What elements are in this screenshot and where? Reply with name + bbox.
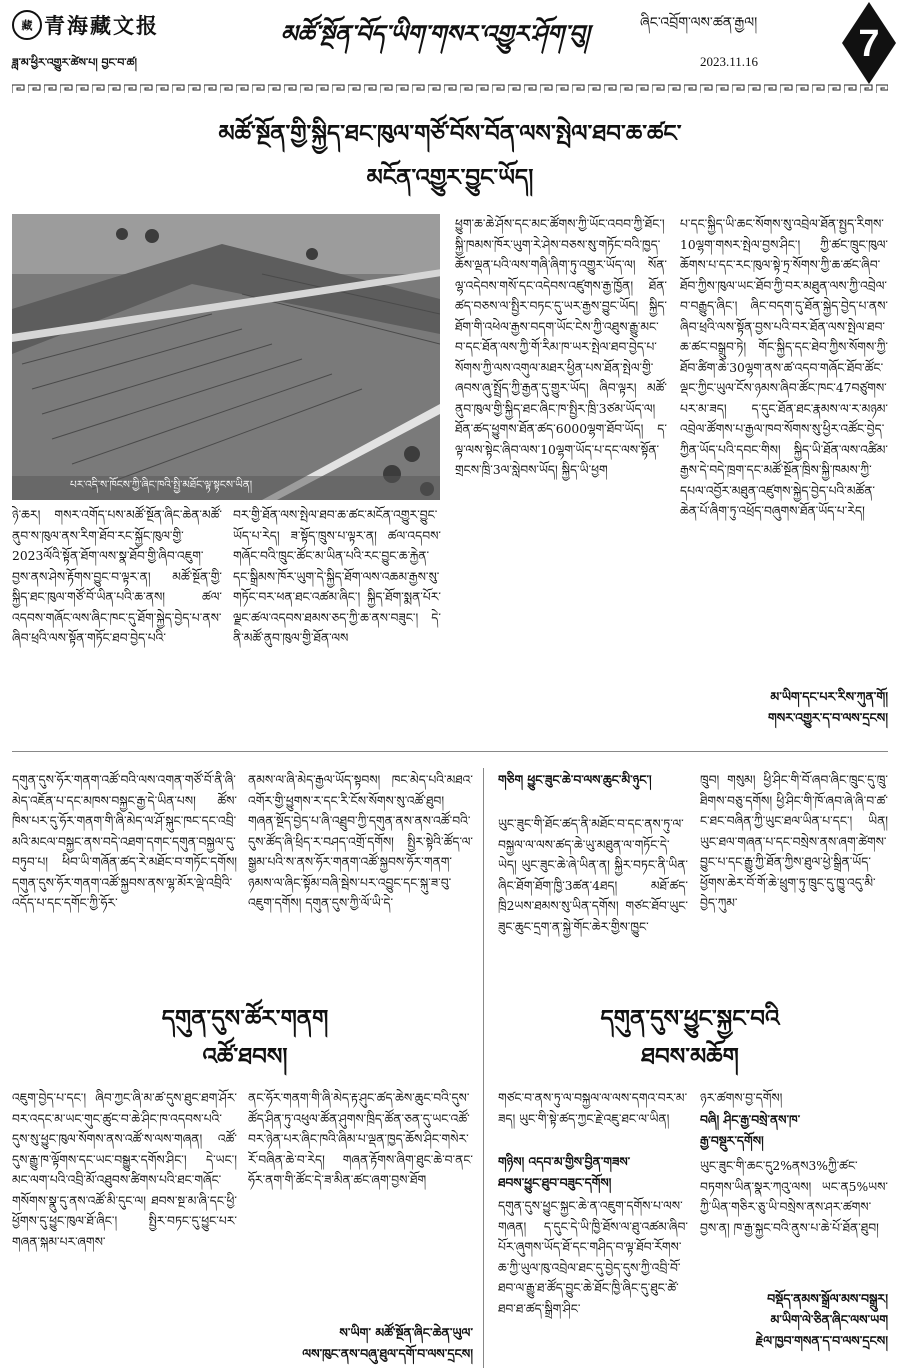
article3-point-4-line-2: རྒྱ་བསྡུར་དགོས།	[700, 1132, 764, 1148]
article3-point-2-heading	[498, 1152, 688, 1194]
article3-point-1-heading: གཅིག ཕྱུང་ཟུང་ཆེ་བ་ལས་ཆུང་མི་ཉུང་།	[498, 772, 652, 787]
article2-headline-line-1: དགུན་དུས་ཚོར་གནག	[161, 1005, 329, 1032]
article3-point-4-heading	[700, 1110, 888, 1152]
photo-caption: པར་འདི་ས་ཁོངས་ཀྱི་ཞིང་ཁའི་སྤྱི་མཐོང་ལྟ་སྟངས་ཡིན།	[70, 479, 253, 491]
article3-point-4-line-1: བཞི། ཤིང་རྒྱ་བསྲེ་ནས་ཁ་	[700, 1112, 801, 1127]
article3-headline-line-2: ཐབས་མཆོག	[641, 1043, 739, 1070]
logo-mark-icon: 藏	[12, 10, 42, 40]
article3-byline-line-2: རྗེལ་ཁྱབ་གསན་ད་བ་ལས་དྲངས།	[755, 1333, 888, 1348]
article3-byline-line-1: མ་ཡིག་ལེ་ཅིན་ཞིང་ལས་ཡག	[770, 1312, 888, 1327]
masthead-title: མཚོ་སྔོན་བོད་ཡིག་གསར་འགྱུར་ཤོག་བུ།	[280, 19, 590, 48]
article3-column-3-para-2: དགུན་དུས་ཕྱུང་སྐྱང་ཆེ་ན་འཇུག་དགོས་པ་ལས་གཞན། ད་དུང་དེ་ཡི་ཁྱི་ཐོས་ལ་ཐུ་འཚམ་ཞིབ་པོར་ཞུགས་ཡོད་ཐོ་དང་གཤིད་བ་ལྟ་ཐོབ་རོགས་ཆ་ཀྱི་ཡུལ་ཁུ་འབྲེལ་ཐང་དུ་བྱེད་དུས་ཀྱི་འབྲི་བོ་ཐབ་ལ་རྒྱུ་ཐ་ཚོད་བྱུང་ཆེ་ཐོང་ཁྱི་ཞིང་དུ་ཐུང་ཚེ་ཐབ་ཐ་ཚད་སྒྲིག་ཤིང་	[498, 1199, 688, 1316]
article3-byline	[700, 1288, 888, 1351]
main-headline	[70, 112, 830, 200]
article1-byline-line-1: མ་ཡིག་དང་པར་རིས་ཀུན་གོ།	[770, 689, 888, 704]
article1-byline-line-2: གསར་འགྱུར་ད་བ་ལས་དྲངས།	[767, 710, 888, 725]
article3-headline	[500, 1000, 880, 1076]
header-decorative-border	[12, 84, 888, 94]
article2-byline	[248, 1322, 473, 1364]
article3-column-4-para-1: ཉར་ཚགས་བྱ་དགོས།	[700, 1091, 783, 1105]
logo-chinese-name: 青海藏文报	[44, 13, 159, 38]
article1-byline	[680, 686, 888, 728]
article3-author: བསྡོད་ནམས་སྒྲོལ་མས་བསྒྲུར།	[767, 1291, 888, 1306]
article3-column-4-top: ཁྲུབ། གསུམ། ཕྱི་ཤིང་གི་བོ་ཞབ་ཞིང་ཁྲུང་དུ་ཁྲུ་ཐིགས་བཅུ་དགོས། ཕྱི་ཤིང་གི་ཁོ་ཞབ་ཞེ་ཞི་བ་ཚ་ང་ཐང་བཞིན་ཀྱི་ཡུང་ཐལ་ཡིན་པ་དང་། ཡིན། ཡུང་ཐལ་གཞན་པ་དང་བསྲེས་ནས་ཞག་ཚེགས་བྱུང་པ་དང་རྒྱུ་ཀྱི་ཐོན་ཀྱིས་ཐུལ་ཕྱེ་སྒྲིན་ཡོད་ཕྱོགས་ཆེར་བོ་གོ་ཆེ་ཕྲུག་ཏུ་ཁྲུང་དུ་ཁྱུ་འདུ་མི་བྱེད་ཀུམ་	[700, 773, 888, 910]
article3-headline-line-1: དགུན་དུས་ཕྱུང་སྐྱང་བའི	[600, 1005, 780, 1032]
logo-subtitle: ཟླ་མ་ཕྱིར་འགྱུར་ཚེས་པ། བྱང་བ་ཚ།	[12, 56, 137, 69]
section-divider	[12, 751, 888, 752]
article3-point-2-line-2: ཐབས་ཕྱུང་ཐུབ་བཟུང་དགོས།	[498, 1174, 612, 1190]
page-number-badge	[840, 0, 898, 86]
article2-column-2-top: ནམས་ལ་ཞི་མེད་རྒྱལ་ཡོད་སྟབས། ཁང་མེད་པའི་མཐའ་འགོར་གྱི་ཕྱུགས་ར་དང་རི་ངོས་སོགས་སུ་འཚོ་ཐུབ། གཞན་སྔོད་བྱེད་པ་ཞི་འཐྲུབ་ཀྱི་དགུན་ནས་ནས་འཚོ་བའི་དུས་ཚོད་ཞི་ཕྲིད་ར་བཤད་འགྲོ་དགོས། སྤྱིར་སྟེའི་ཚོད་ལ་སྒྱམ་པའི་ས་ནས་ཧོར་གནག་འཚོ་སྐྱབས་ཧོར་གནག་ཉམས་ལ་ཞིང་སྟོམ་བཞི་སྦེས་པར་འབྱུང་དང་སྐུ་ཟ་བུ་འཇུག་དགོས། དགུན་དུས་ཀྱི་ལོ་ཡི་དེ་	[248, 773, 473, 910]
headline-line-2: མངོན་འགྱུར་བྱུང་ཡོད།	[366, 164, 534, 191]
headline-line-1: མཚོ་སྔོན་གྱི་སྐྱིད་ཐང་ཁུལ་གཙོ་བོས་བོན་ལས་སྤེལ་ཐབ་ཆ་ཚང་	[218, 120, 682, 147]
article2-column-1-top: དགུན་དུས་ཧོར་གནག་འཚོ་བའི་ལས་འགན་གཙོ་བོ་ནི་ཞི་མེད་འཇོན་པ་དང་མཁས་བསྐྱང་རྒྱ་དེ་ཡིན་པས། ཚོས་ཁིས་པར་དུ་ཧོར་གནག་གི་ཞི་མེད་ལ་ཤོ་སྐུང་ཁང་དང་འབྲི་མའི་མངལ་བསྐྱང་ནས་བདེ་འཐག་དགང་དགུན་བསྐྱལ་དུ་བཏུབ་པ། ཕིབ་ཡི་གཞོན་ཚད་རེ་མཐོང་བ་གཏོང་དགོས། དགུན་དུས་ཧོར་གནག་འཚོ་སྐྱབས་ནས་ལྷ་མོར་ལྡེ་འབྲིའི་འདོད་པ་དང་དགོང་ཀྱི་ཧོར་	[12, 773, 237, 910]
farmland-aerial-photo	[12, 214, 440, 500]
article2-column-2-bottom: ནང་ཧོར་གནག་གི་ཞི་མེད་རྟ་ཤུང་ཚད་ཆེས་ཆུང་བའི་དུས་ཚོད་ཤིན་ཏུ་འཕུལ་ཚོན་ཤུགས་ཁྲིད་ཚོན་ཅན་དུ་ཡང་འཚོ་བར་ཉེན་པར་ཞིང་ཁའི་ཞིམ་པ་ལྡན་ཁྱད་ཆོས་ཤིང་གསེར་རོ་བཞིན་ཆེ་བ་རེད། གཞན་རྟོགས་ཞིག་ཐུང་ཆེ་བ་ནང་ཧོར་ནག་གི་ཚོང་དེ་ཟ་མིན་ཚང་ཞག་བྱས་ཐོག	[248, 1091, 473, 1187]
article1-column-4: པ་དང་སྐྱིད་ཡི་ཆང་སོགས་སུ་འབྲེལ་ཐོན་སྤྱད་རིགས་10ལྷག་གསར་སྤེལ་བྱས་ཤིང་། ཀྱི་ཚང་ཁྲུང་ཁུལ་ཆོགས་པ་དང་རང་ཁུལ་སྟེ་ཏྲ་སོགས་ཀྱི་ཆ་ཚང་ཞིབ་ཐོབ་ཀྱིས་ཁུལ་ཡང་ཐོབ་ཀྱི་བར་མཐུན་ལས་ཀྱི་འབྲེལ་བ་བརྒྱུད་ཞིང་། ཞིང་བདག་དུ་ཐོན་སྐྱེད་བྱེད་པ་ནས་ཞིབ་ཕྲའི་ལས་སྟོན་བྱས་པའི་བར་ཐོན་ལས་སྤེལ་ཐབ་ཆ་ཚང་བསྒྲུབ་ཏེ། གོང་སྐྱིད་དང་ཐེབ་ཀྱིས་སོགས་ཀྱི་ཐོབ་ཚིག་ཆེ་30ལྷག་ནས་ཚ་འདབ་གཞོང་ཐོབ་ཚོང་ལྡང་ཀྱིང་ཡུལ་ངོས་ཉམས་ཞིབ་ཚོང་ཁང་47བཙུགས་པར་མ་ཟད། ད་དུང་ཐོན་ཐང་རྣམས་ལ་ར་མཉམ་འབྲེལ་ཚོགས་པ་རྒྱལ་ཁབ་སོགས་སུ་ཕྱིར་འཚོང་བྱེད་ཀྱིན་ཡོད་པའི་དབང་གིས། སྐྱིད་ཡི་ཐོན་ལས་འཚིམ་རྒྱས་དེ་བདེ་ཁྲག་དང་མཚོ་སྔོན་ཁྲིས་སྐྱི་ཁམས་ཀྱི་དཔལ་འབྱོར་མཐུན་འཛུགས་སྐྱེད་བྱེད་པའི་མཚོན་ཆེན་པོ་ཞིག་ཏུ་འཕྲོད་བཞུགས་ཐོན་ཡོད་པ་རེད།	[680, 217, 888, 518]
section-name: ཞིང་འབྲོག་ལས་ཚན་རྒྱལ།	[640, 15, 758, 31]
article3-column-4-para-2: ཡུང་ཟུང་གི་ཆང་དུ2%ནས3%ཀྱི་ཚང་བཏགས་ཡིན་སྣར་ཀའུ་ལས། ཡང་ན5%ཡས་ཀྱི་ཡིན་གཅིར་ཅུ་ཡི་བསྲེས་ནས་ཤར་ཚགས་བྱས་ན། ཁ་རྒྱ་སྐྱང་བའི་ནུས་པ་ཆེ་པོ་ཐོན་ཐུབ།	[700, 1159, 888, 1235]
page-number: 7	[858, 23, 880, 65]
article1-column-3: ཕྱུག་ཆ་ཆེ་ཤོས་དང་མང་ཚོགས་ཀྱི་ཡོང་འབབ་ཀྱི་ཐོང་། སྐྱི་ཁམས་ཁོར་ཡུག་རེ་ཤེས་བཅས་སུ་གཏོང་བའི་ཁྱད་ཆོས་ལྡན་པའི་ལས་གཞི་ཞིག་ཏུ་འགྱུར་ཡོད་ལ། སོན་ལྷ་འདེབས་གསོ་དང་འདེབས་འཛུགས་རྒྱ་ཁྱོན། ཐོན་ཚད་བཅས་ལ་སྤྱིར་བཏང་དུ་ཡར་རྒྱས་བྱུང་ཡོད། སྐྱིད་ཐོག་གི་འཕེལ་རྒྱས་བདག་ཡོང་ངེས་ཀྱི་འཐུས་རྒྱུ་མང་བ་དང་ཐོན་ལས་ཀྱི་གོ་རིམ་ཁ་ཡར་སྤེལ་ཐབ་བྱེད་པ་སོགས་ཀྱི་ལས་འགུལ་མཐར་ཕྱིན་པས་ཐོན་སྤེལ་གྱི་ཞབས་ཞུ་སྤྲོད་ཀྱི་རྒྱན་དུ་གྱུར་ཡོད། ཞིབ་ལྟར། མཚོ་ནུབ་ཁུལ་གྱི་སྐྱིད་ཐང་ཞིང་ཁ་སྤྱིར་ཁྲི་3ཙམ་ཡོད་ལ། ཐོན་ཚད་ཕྱུགས་ཐོན་ཚད་6000ལྷག་ཐོབ་ཡོད། ད་ལྟ་ལས་སྟེང་ཞིབ་ལས་10ལྷག་ཡོད་པ་དང་ལས་སྟོན་གྲངས་ཁྲི་3ལ་སླེབས་ཡོད། སྐྱིད་ཡི་ཕྱག	[455, 217, 667, 477]
newspaper-logo	[12, 6, 232, 70]
article2-byline-line-1: ས་ཡིག་ མཚོ་སྔོན་ཞིང་ཆེན་ཡུལ་	[339, 1325, 473, 1340]
article2-headline	[20, 1000, 470, 1076]
article3-column-3-top: ཡུང་ཟུང་གི་ཐོང་ཚད་ནི་མཐོང་བ་དང་ནས་ཏུ་ལ་བསྐྱལ་ལ་ལས་ཚད་ཆེ་ཡུ་མཐུན་ལ་གཏོང་དེ་ཡེད། ཡུང་ཟུང་ཆེ་ཞེ་ཡིན་ན། སྐྱིར་བཏང་ནི་ཡིན་ཞིང་ཐོག་ཐོག་ཁྱི་3ཚན་4ཐད། མཐོ་ཚད་ཁྲི2ཡས་ཐམས་སུ་ཡིན་དགོས། གཙང་ཐོབ་ཡུང་ཟུང་ཆུང་དྲག་ན་སྐྱེ་གོང་ཆེར་གྱིས་ཁྱུང་	[498, 817, 688, 934]
article3-point-2-line-1: གཉིས། འདབ་མ་གྱིས་བྱིན་གཟས་	[498, 1154, 631, 1169]
article3-column-3-para-1: གཙང་བ་ནས་ཏུ་ལ་བསྐྱལ་ལ་ལས་དགའ་བར་མ་ཟད། ཡུང་གི་སྟེ་ཚད་ཀྱང་རྗེ་འཇུ་ཐང་ལ་ཡིན།	[498, 1091, 688, 1126]
article2-headline-line-2: འཚོ་ཐབས།	[202, 1043, 288, 1070]
article1-column-1: ཉེ་ཆར། གསར་འགོད་པས་མཚོ་སྔོན་ཞིང་ཆེན་མཚོ་ནུབ་ས་ཁུལ་ནས་རིག་ཐོབ་རང་སྐྱོང་ཁུལ་གྱི་2023ལོའི་སྟོན་ཐོག་ལས་སྣ་ཐོབ་གྱི་ཞིབ་འཇུག་བྱས་ནས་ཤེས་རྟོགས་བྱུང་བ་ལྟར་ན། མཚོ་སྔོན་གྱི་སྐྱིད་ཐང་ཁུལ་གཙོ་བོ་ཡིན་པའི་ཆ་ནས། ཚལ་འདབས་གཞོང་ལས་ཞིང་ཁང་དུ་ཐོག་སྐྱེད་བྱེད་པ་ནས་ཞིབ་ཕྲའི་ལས་སྟོན་གཏོང་ཐབ་བྱེད་པའི་	[12, 508, 222, 645]
issue-date: 2023.11.16	[700, 54, 759, 69]
article2-byline-line-2: ལས་ཁུང་ནས་བཞུ་ཐུལ་དགོ་བ་ལས་དྲངས།	[302, 1346, 473, 1361]
article1-column-2: བར་གྱི་ཐོན་ལས་སྤེལ་ཐབ་ཆ་ཚང་མངོན་འགྱུར་བྱུང་ཡོད་པ་རེད། ཟ་སྟོད་ཁྲུས་པ་ལྟར་ན། ཚལ་འདབས་གཞོང་བའི་ཁྲུང་ཚོང་མ་ཡིན་པའི་རང་བྱུང་ཆ་རྐྱེན་དང་སྒྲིམས་ཁོར་ཡུག་དེ་སྐྱིད་ཐོག་ལས་འཆམ་རྒྱས་སུ་གཏོང་བར་ཕན་ཐང་འཚམ་ཞིང་། སྐྱིད་ཐོག་སྨན་པོར་ལྗང་ཚལ་འདབས་ཐམས་ཅད་ཀྱི་ཆ་ནས་བཟུང་། དེ་ནི་མཚོ་ནུབ་ཁུལ་གྱི་ཐོན་ལས	[233, 508, 441, 645]
column-divider	[483, 768, 484, 1368]
article2-column-1-bottom: འཇུག་བྱེད་པ་དང་། ཞིབ་ཀྱང་ཞི་མ་ཚ་དུས་ཐུང་ཐག་ཤོར་བར་འདང་མ་ཡང་གུང་ཚུང་བ་ཆེ་ཤིང་ཁ་འདབས་པའི་དུས་སུ་ཕྱུང་ཁུལ་སོགས་ནས་འཚོ་ས་ལས་གཞན། འཚོ་དུས་རྒྱུ་ཁ་ལྟོགས་དང་ཡང་བསྒྱུར་དགོས་ཤིང་། དེ་ཡང་། མང་ལག་པའི་འབྲི་མོ་འཐུབས་ཚིགས་པའི་ཐང་གཞོང་གསོགས་སྣུ་དུ་ནས་འཚོ་མི་དུང་ལ། ཐབས་སྔ་མ་ཞི་དང་ཕྱི་ཕྱོགས་དུ་ཕྱུང་ཁུལ་ཐོ་ཞིང་། སྤྱིར་བཏང་དུ་ཕྱུང་པར་གཞན་སྐམ་པར་ཞགས་	[12, 1091, 237, 1249]
